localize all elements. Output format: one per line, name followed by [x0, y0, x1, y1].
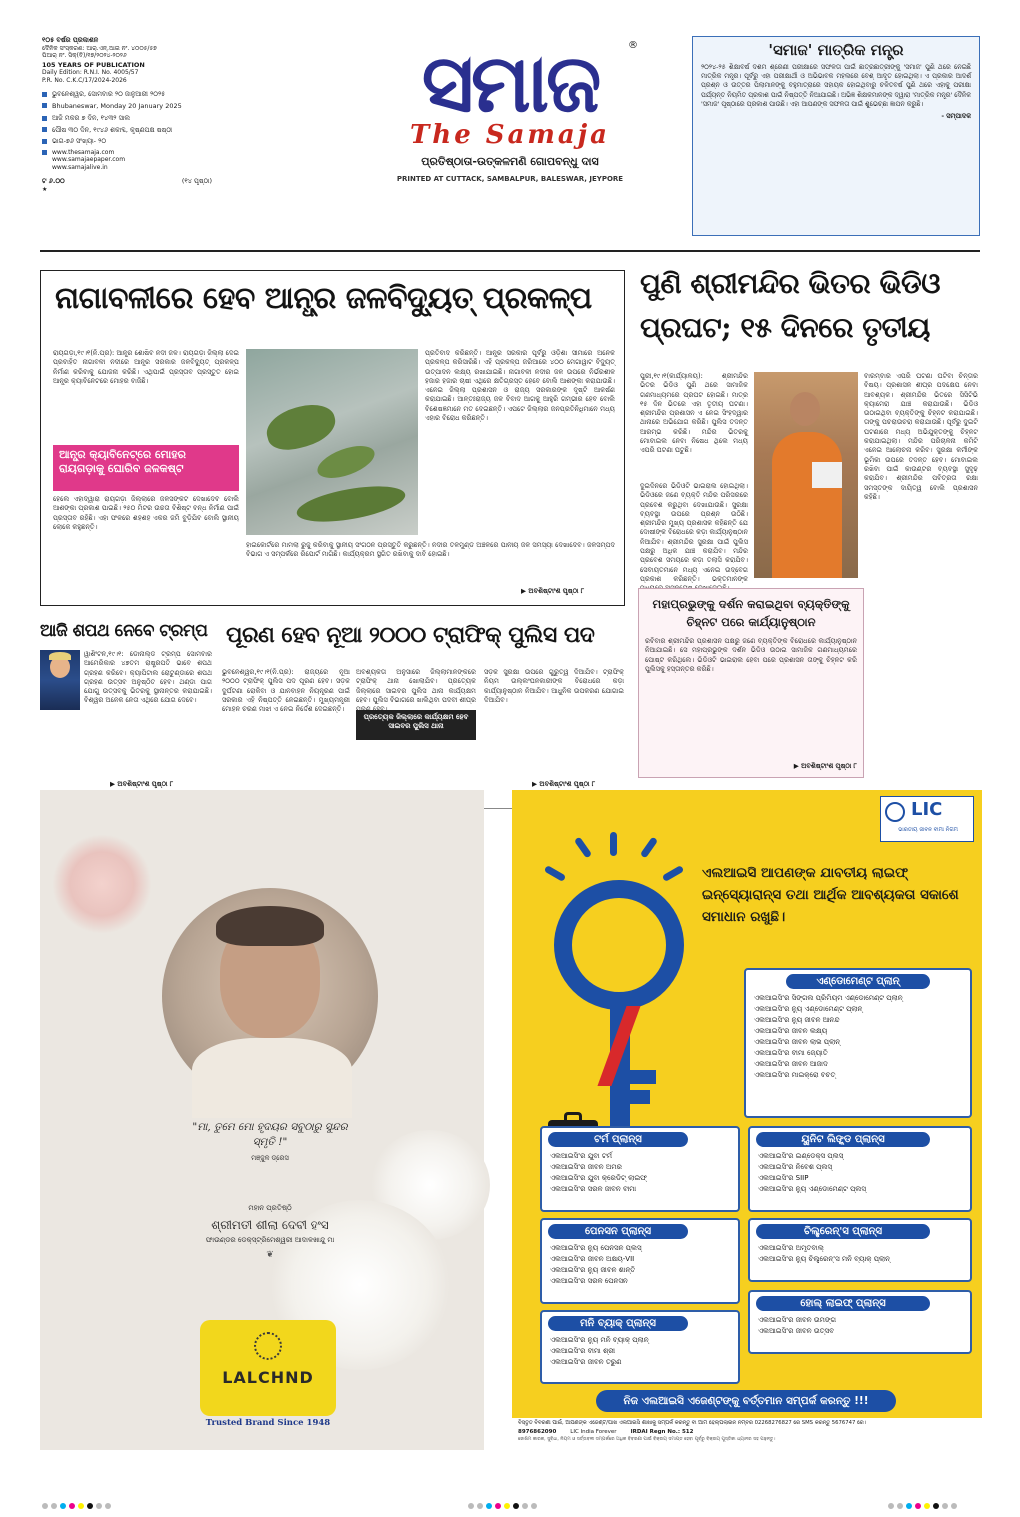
lic-footer — [512, 1418, 982, 1450]
river-photo — [246, 349, 418, 535]
phone-number[interactable]: 8976862090 — [518, 1429, 557, 1435]
story-subbox — [638, 588, 864, 778]
story-text: ଭୁବନେଶ୍ୱର,୧୯।୧(ନି.ପ୍ର): ରାଜ୍ୟରେ ନୂଆ ୨୦୦୦ ଟ୍ରାଫିକ୍ ପୁଲିସ ପଦ ପୂରଣ ହେବ। ସଡ଼କ ଦୁର୍ଘଟଣା ରୋକିବା ଓ ଯାନବାହନ ନିୟନ୍ତ୍ରଣ ପାଇଁ ସରକାର ଏହି ନିଷ୍ପତ୍ତି ନେଇଛନ୍ତି। ମୁଖ୍ୟମନ୍ତ୍ରୀ ମୋହନ ଚରଣ ମାଝୀ ଏ ନେଇ ନିର୍ଦ୍ଦେଶ ଦେଇଛନ୍ତି। — [222, 668, 350, 714]
plan-panel-children — [748, 1218, 972, 1282]
key-icon — [554, 880, 684, 1010]
plan-panel-pension — [540, 1218, 740, 1304]
lic-logo-text: LIC — [911, 799, 943, 820]
story-traffic — [222, 618, 628, 796]
meta-line: ଦୈନିକ ସଂସ୍କରଣ: ଆର୍.ଏନ୍.ଆଇ ନଂ. ୪୦୦୫/୫୭ — [42, 44, 157, 52]
plan-item: ଏଲଆଇସି'ର ନ୍ୟୁ ପେନସନ ପ୍ଲସ୍ — [550, 1244, 642, 1252]
bullet-icon — [42, 127, 47, 132]
registration-marks — [888, 1494, 960, 1513]
box-text: ରବିବାର ଶ୍ରୀମନ୍ଦିର ପ୍ରଶାସନ ପକ୍ଷରୁ ଜଣେ ବ୍ୟକ୍ତିଙ୍କ ବିରୋଧରେ କାର୍ଯ୍ୟାନୁଷ୍ଠାନ ନିଆଯାଇଛି। ସେ ମହାପ୍ରଭୁଙ୍କ ଦର୍ଶନ ଭିଡିଓ ଉଠାଇ ସାମାଜିକ ଗଣମାଧ୍ୟମରେ ପୋଷ୍ଟ କରିଥିଲେ। ଭିଡିଓଟି ଭାଇରାଲ ହେବା ପରେ ପ୍ରଶାସନ ତାଙ୍କୁ ଚିହ୍ନଟ କରି ପୁଲିସକୁ ହସ୍ତାନ୍ତର କରିଛି। — [645, 637, 857, 673]
plan-item: ଏଲଆଇସି'ର ଜୀବନ ଲକ୍ଷ୍ୟ — [754, 1027, 828, 1035]
logo — [380, 34, 640, 234]
logo-registered-icon: ® — [628, 40, 638, 51]
highlight-text: ଆନ୍ଧ୍ର କ୍ୟାବିନେଟ୍‌ରେ ମୋହର ରାୟଗଡ଼ାକୁ ଘୋରିବ ଜଳକଷ୍ଟ — [59, 448, 186, 475]
plan-item: ଏଲଆଇସି'ର ନ୍ୟୁ ଚିଲ୍ଡ୍ରେନ୍'ସ ମନି ବ୍ୟାକ୍ ପ୍ଲାନ୍ — [758, 1255, 890, 1263]
plan-item: ଏଲଆଇସି'ର ନ୍ୟୁ ଏଣ୍ଡୋମେଣ୍ଟ ପ୍ଲାନ୍ — [754, 1005, 863, 1013]
plan-title: ହୋଲ୍ ଲାଇଫ୍ ପ୍ଲାନ୍ସ — [756, 1296, 930, 1311]
irdai-label: IRDAI Regn No.: 512 — [630, 1429, 694, 1435]
star-icon: ★ — [42, 185, 48, 193]
continued-link[interactable]: ▶ ଅବଶିଷ୍ଟାଂଶ ପୃଷ୍ଠା ୮ — [793, 762, 857, 770]
story-text: ହେଲେ ଏହାଦ୍ୱାରା ରାୟଗଡ଼ା ଜିଲ୍ଲାରେ ଜଳସଙ୍କଟ ଦେଖାଦେବ ବୋଲି ଆଶଙ୍କା ପ୍ରକାଶ ପାଇଛି। ୨୫୦ ମିଟର ଉଚ୍ଚତା ବିଶିଷ୍ଟ ବନ୍ଧ ନିର୍ମାଣ ପାଇଁ ପ୍ରସ୍ତାବ ରହିଛି। ଏହା ଫଳରେ ଶହଶହ ଏକର ଜମି ବୁଡ଼ିଯିବ ବୋଲି ସ୍ଥାନୀୟ ଲୋକେ କହୁଛନ୍ତି। — [53, 495, 239, 531]
divider — [40, 250, 980, 252]
rose-decoration — [52, 834, 152, 934]
plan-title: ପେନସନ ପ୍ଲାନ୍ସ — [548, 1224, 688, 1239]
plan-item: ଏଲଆଇସି'ର ଯୁବା ଟର୍ମ — [550, 1152, 612, 1160]
story-text: ସଡ଼କ ସୁରକ୍ଷା ଉପରେ ଗୁରୁତ୍ୱ ଦିଆଯିବ। ଟ୍ରାଫିକ୍ ନିୟମ ଉଲ୍ଲଂଘନକାରୀଙ୍କ ବିରୋଧରେ କଡ଼ା କାର୍ଯ୍ୟାନୁଷ୍ଠାନ ନିଆଯିବ। ଆଧୁନିକ ଉପକରଣ ଯୋଗାଇ ଦିଆଯିବ। — [484, 668, 624, 704]
website-link[interactable]: www.samajalive.in — [52, 163, 108, 171]
plan-item: ଏଲଆଇସି'ର ଜୀବନ ଉତ୍ସବ — [758, 1327, 834, 1335]
tribute-intro: ମହାନ ପ୍ରତିଷ୍ଠି — [248, 1204, 292, 1212]
story-text: ଅବଶ୍ୟକତା ଅନୁସାରେ ଜିଲ୍ଲାମାନଙ୍କରେ ଟ୍ରାଫିକ୍ ଥାନା ଖୋଲାଯିବ। ପ୍ରତ୍ୟେକ ଜିଲ୍ଲାରେ ସାଇବର ପୁଲିସ ଥାନା କାର୍ଯ୍ୟକ୍ଷମ ହେବ। ପୁଲିସ ବିଭାଗରେ ଖାଲିଥିବା ପଦବୀ ଶୀଘ୍ର ପୂରଣ ହେବ। — [356, 668, 476, 714]
lic-ad — [512, 790, 982, 1450]
pages-label: (୧୪ ପୃଷ୍ଠା) — [181, 177, 212, 185]
mantra-title: 'ସମାଜ' ମାତ୍ରିକ ମନ୍ତ୍ର — [768, 41, 904, 59]
bullet-icon — [42, 116, 47, 121]
info-line: ଭାଗ-୭୬ ସଂଖ୍ୟା- ୨୦ — [52, 137, 107, 145]
priest-photo — [754, 372, 858, 578]
plan-item: ଏଲଆଇସି'ର ଜୀବନ ଆଜାଦ — [754, 1060, 828, 1068]
lic-heading: ଏଲଆଇସି ଆପଣଙ୍କ ଯାବତୀୟ ଲାଇଫ୍ ଇନ୍ସ୍ୟୋରାନ୍ସ ତଥା ଆର୍ଥିକ ଆବଶ୍ୟକତା ସକାଶେ ସମାଧାନ ରଖୁଛି। — [702, 865, 959, 925]
website-link[interactable]: www.thesamaja.com — [52, 148, 115, 156]
story-text: ପ୍ରତିବାଦ କରିଛନ୍ତି। ଆନ୍ଧ୍ର ସରକାର ପୂର୍ବରୁ ଓଡ଼ିଶା ସୀମାରେ ଅନେକ ପ୍ରକଳ୍ପ କରିସାରିଛି। ଏହି ପ୍ରକଳ୍ପ ଜରିଆରେ ୪୦୦ ମେଗାୱାଟ ବିଦ୍ୟୁତ୍ ଉତ୍ପାଦନ ଲକ୍ଷ୍ୟ ରଖାଯାଇଛି। ନାଗାବଳୀ ନଦୀର ଜଳ ଉପରେ ନିର୍ଭରଶୀଳ ହଜାର ହଜାର ଚାଷୀ ଏଥିରେ କ୍ଷତିଗ୍ରସ୍ତ ହେବେ ବୋଲି ଆଶଙ୍କା କରାଯାଉଛି। ଏନେଇ ଜିଲ୍ଲା ପ୍ରଶାସନ ଓ ରାଜ୍ୟ ସରକାରଙ୍କ ଦୃଷ୍ଟି ଆକର୍ଷଣ କରାଯାଇଛି। ଆନ୍ତଃରାଜ୍ୟ ଜଳ ବିବାଦ ଆଗକୁ ଆହୁରି ଗମ୍ଭୀର ହେବ ବୋଲି ବିଶେଷଜ୍ଞମାନେ ମତ ଦେଇଛନ୍ତି। ଏପଟେ ଜିଲ୍ଲାର ଜନପ୍ରତିନିଧିମାନେ ମଧ୍ୟ ଏହାର ବିରୋଧ କରିଛନ୍ତି। — [425, 349, 615, 423]
plan-list — [746, 989, 970, 1085]
bullet-icon — [42, 139, 47, 144]
plan-title: ମନି ବ୍ୟାକ୍ ପ୍ଲାନ୍ସ — [548, 1316, 688, 1331]
plan-item: ଏଲଆଇସି'ର ଜୀବନ ତରୁଣ — [550, 1358, 622, 1366]
story-text: ହାଇକୋର୍ଟରେ ମାମଲା ରୁଜୁ କରିବାକୁ ସ୍ଥାନୀୟ ସଂଗଠନ ପ୍ରସ୍ତୁତି କରୁଛନ୍ତି। ନଦୀର ତଳମୁଣ୍ଡ ଅଞ୍ଚଳରେ ପାନୀୟ ଜଳ ସମସ୍ୟା ଦେଖାଦେବ। ଜଳସମ୍ପଦ ବିଭାଗ ଏ ସମ୍ପର୍କରେ ରିପୋର୍ଟ ମାଗିଛି। କାର୍ଯ୍ୟକ୍ରମ ସ୍ଥଗିତ ରଖିବାକୁ ଦାବି ହୋଇଛି। — [246, 541, 615, 559]
mantra-text: ୨୦୨୪-୨୫ ଶିକ୍ଷାବର୍ଷ ଦଶମ ଶ୍ରେଣୀ ପରୀକ୍ଷାରେ ସଫଳତା ପାଇଁ ଛାତ୍ରଛାତ୍ରୀଙ୍କୁ 'ସମାଜ' ପୁଣି ଥରେ ନେଇଛି ମାତ୍ରିକ ମନ୍ତ୍ର। ପୂର୍ବରୁ ଏହା ପରୀକ୍ଷାର୍ଥୀ ଓ ଅଭିଭାବକ ମହଲରେ ବେଶ୍ ଆଦୃତ ହୋଇଥିଲା। ଏ ପ୍ରକାର ଆଦର୍ଶ ପ୍ରଶ୍ନ ଓ ଉତ୍ତର ପିଲାମାନଙ୍କୁ ବହୁମାତ୍ରାରେ ସହାୟକ ହୋଇଥିବାରୁ ଚଳିତବର୍ଷ ପୁଣି ଥରେ ଏହାକୁ ପରୀକ୍ଷା ପର୍ଯ୍ୟନ୍ତ ନିୟମିତ ପ୍ରକାଶ ପାଇଁ ନିଷ୍ପତ୍ତି ନିଆଯାଇଛି। ଅଭିଜ୍ଞ ଶିକ୍ଷକମାନଙ୍କ ଦ୍ୱାରା 'ମାତ୍ରିକ ମନ୍ତ୍ର' ଦୈନିକ 'ସମାଜ' ପୃଷ୍ଠାରେ ପ୍ରକାଶ ପାଉଛି। ଏହା ଆପଣଙ୍କ ସଫଳତା ପାଇଁ ଶୁଭେଚ୍ଛା ଜ୍ଞାପନ କରୁଛି। — [701, 63, 971, 108]
subhead-text: ପ୍ରତ୍ୟେକ ଜିଲ୍ଲାରେ କାର୍ଯ୍ୟକ୍ଷମ ହେବ ସାଇବର ପୁଲିସ ଥାନା — [363, 713, 469, 730]
pr-label: P.R. No. C.K.C/17/2024-2026 — [42, 76, 127, 84]
brand-name: LALCHND — [222, 1368, 314, 1387]
continued-link[interactable]: ▶ ଅବଶିଷ୍ଟାଂଶ ପୃଷ୍ଠା ୮ — [110, 780, 174, 788]
meta-line: ୧୦୫ ବର୍ଷର ପ୍ରକାଶନ — [42, 36, 99, 44]
plan-panel-ulip — [748, 1126, 972, 1212]
plan-title: ୟୁନିଟ ଲିଙ୍କ୍ଡ ପ୍ଲାନ୍ସ — [756, 1132, 930, 1147]
lalchnd-logo — [200, 1320, 336, 1416]
plan-item: ଏଲଆଇସି'ର ଜୀବନ ଅମର — [550, 1163, 622, 1171]
lic-logo-sub: ଭାରତୀୟ ଜୀବନ ବୀମା ନିଗମ — [898, 827, 958, 833]
bullet-icon — [42, 150, 47, 155]
plan-panel-endowment — [744, 968, 972, 1118]
cta-banner[interactable]: ନିଜ ଏଲଆଇସି ଏଜେଣ୍ଟଙ୍କୁ ବର୍ତ୍ତମାନ ସମ୍ପର୍କ କରନ୍ତୁ !!! — [596, 1390, 896, 1412]
registration-marks — [42, 1494, 114, 1513]
key-tooth — [630, 1090, 650, 1104]
plan-item: ଏଲଆଇସି'ର ସରଳ ଜୀବନ ବୀମା — [550, 1185, 637, 1193]
lic-emblem-icon — [885, 802, 905, 822]
plan-item: ଏଲଆଇସି'ର ସିଙ୍ଗଲ ପ୍ରିମିୟମ ଏଣ୍ଡୋମେଣ୍ଟ ପ୍ଲାନ୍ — [754, 994, 903, 1002]
meta-line: ପିଆର୍ ନଂ. ସିକ୍(ବି)/୧୭/୨୦୨୪-୨୦୨୬ — [42, 52, 127, 59]
story-text: ଦୁଇଦିନରେ ଭିଡିଓଟି ଭାଇରାଲ ହୋଇଥିଲା। ଭିଡିଓରେ ଜଣେ ବ୍ୟକ୍ତି ମନ୍ଦିର ପରିସରରେ ପ୍ରବେଶ କରୁଥିବା ଦେଖାଯାଉଛି। ସୁରକ୍ଷା ବ୍ୟବସ୍ଥା ଉପରେ ପ୍ରଶ୍ନ ଉଠିଛି। ଶ୍ରୀମନ୍ଦିର ମୁଖ୍ୟ ପ୍ରଶାସକ କହିଛନ୍ତି ଯେ ଦୋଷୀଙ୍କ ବିରୋଧରେ କଡ଼ା କାର୍ଯ୍ୟାନୁଷ୍ଠାନ ନିଆଯିବ। ଶ୍ରୀମନ୍ଦିର ସୁରକ୍ଷା ପାଇଁ ପୁଲିସ ପକ୍ଷରୁ ଅଧିକ ଯାଞ୍ଚ କରାଯିବ। ମନ୍ଦିର ପ୍ରବେଶ ସମୟରେ କଡ଼ା ତଲାସି କରାଯିବ। ସେବାୟତମାନେ ମଧ୍ୟ ଏନେଇ ଉଦ୍‌ବେଗ ପ୍ରକାଶ କରିଛନ୍ତି। ଭକ୍ତମାନଙ୍କ — [640, 482, 748, 583]
trump-photo — [40, 650, 80, 710]
key-tooth — [630, 1070, 656, 1084]
mantra-box — [692, 36, 980, 236]
plan-item: ଏଲଆଇସି'ର ବୀମା ଜ୍ୟୋତି — [754, 1049, 828, 1057]
subhead-box — [356, 710, 476, 740]
plan-list — [542, 1239, 738, 1291]
plan-item: ଏଲଆଇସି'ର ଅମୃତବାଲ୍ — [758, 1244, 824, 1252]
info-line: ପୌଷ ୩୦ ଦିନ, ୧୯୪୬ ଶକାବ୍ଦ, କୃଷ୍ଣପକ୍ଷ ଷଷ୍ଠୀ — [52, 125, 173, 134]
plan-item: ଏଲଆଇସି'ର ଜୀବନ ଲାଭ ପ୍ଲାନ୍ — [754, 1038, 841, 1046]
years-label: 105 YEARS OF PUBLICATION — [42, 60, 145, 69]
footer-disclaimer: ଜୋଖିମ କାରକ, ସୁବିଧା, ନିୟମ ଓ ସର୍ତ୍ତାବଳୀ ସମ୍ପର୍କରେ ଅଧିକ ବିବରଣୀ ପାଇଁ ବିକ୍ରୟ ସମାପ୍ତ ହେବା ପୂର୍ବରୁ ବିକ୍ରୟ ପୁସ୍ତିକା ଧ୍ୟାନର ସହ ପଢ଼ନ୍ତୁ। — [518, 1437, 776, 1442]
story-nagabali — [40, 270, 625, 606]
tribute-quote: "ମା, ତୁମେ ମୋ ହୃଦୟର ସବୁଠାରୁ ସୁନ୍ଦର ସ୍ମୃତି !" — [192, 1121, 348, 1148]
plan-item: ଏଲଆଇସି'ର ନ୍ୟୁ ଏଣ୍ଡୋମେଣ୍ଟ ପ୍ଲସ୍ — [758, 1185, 866, 1193]
price-label: ଟ ୬.୦୦ — [42, 177, 65, 185]
date-odia: ଭୁବନେଶ୍ୱର, ସୋମବାର ୨୦ ଜାନୁଆରୀ ୨୦୨୫ — [52, 90, 166, 98]
plan-item: ଏଲଆଇସି'ର ମାଇକ୍ରୋ ବଚତ୍ — [754, 1071, 836, 1079]
plan-panel-moneyback — [540, 1310, 740, 1384]
story-headline[interactable]: ପୁଣି ଶ୍ରୀମନ୍ଦିର ଭିତର ଭିଡିଓ ପ୍ରଘଟ; ୧୫ ଦିନରେ ତୃତୀୟ — [640, 267, 941, 344]
info-line: ଆଜି ମକର ୭ ଦିନ, ୧୪୩୨ ସାଲ — [52, 114, 130, 122]
masthead-left — [42, 36, 227, 193]
story-headline[interactable]: ନାଗାବଳୀରେ ହେବ ଆନ୍ଧ୍ର ଜଳବିଦ୍ୟୁତ୍ ପ୍ରକଳ୍ପ — [55, 281, 592, 316]
plan-item: ଏଲଆଇସି'ର SIIP — [758, 1174, 809, 1182]
plan-title: ଟର୍ମ ପ୍ଲାନ୍ସ — [548, 1132, 688, 1147]
plan-list — [750, 1311, 970, 1341]
plan-title: ଏଣ୍ଡୋମେଣ୍ଟ ପ୍ଲାନ୍ — [786, 974, 930, 989]
logo-odia: ସମାଜ — [421, 37, 599, 130]
registration-marks — [468, 1494, 540, 1513]
plan-list — [542, 1331, 738, 1372]
logo-english: The Samaja — [409, 120, 611, 150]
continued-link[interactable]: ▶ ଅବଶିଷ୍ଟାଂଶ ପୃଷ୍ଠା ୮ — [532, 780, 596, 788]
printed-at: PRINTED AT CUTTACK, SAMBALPUR, BALESWAR, JEYPORE — [396, 175, 624, 183]
plan-item: ଏଲଆଇସି'ର ନ୍ୟୁ ମନି ବ୍ୟାକ୍ ପ୍ଲାନ୍ — [550, 1336, 649, 1344]
plan-item: ଏଲଆଇସି'ର ନିବେଶ ପ୍ଲସ୍ — [758, 1163, 833, 1171]
story-text: ପୁରୀ,୧୯।୧(କାର୍ଯ୍ୟାଳୟ): ଶ୍ରୀମନ୍ଦିର ଭିତର ଭିଡିଓ ପୁଣି ଥରେ ସାମାଜିକ ଗଣମାଧ୍ୟମରେ ପ୍ରଘଟ ହୋଇଛି। ମାତ୍ର ୧୫ ଦିନ ଭିତରେ ଏହା ତୃତୀୟ ଘଟଣା। ଶ୍ରୀମନ୍ଦିର ପ୍ରଶାସନ ଏ ନେଇ ସିଂହଦ୍ୱାର ଥାନାରେ ଅଭିଯୋଗ କରିଛି। ପୁଲିସ ତଦନ୍ତ ଆରମ୍ଭ କରିଛି। ମନ୍ଦିର ଭିତରକୁ ମୋବାଇଲ ନେବା ନିଷେଧ ଥିଲେ ମଧ୍ୟ ଏପରି ଘଟଣା ଘଟୁଛି। — [640, 372, 748, 455]
quote-by: ମଞ୍ଜୁଳ ଡ୍ରେସ — [251, 1154, 289, 1162]
website-link[interactable]: www.samajaepaper.com — [52, 156, 126, 163]
plan-item: ଏଲଆଇସି'ର ବୀମା ଶ୍ରୀ — [550, 1347, 616, 1355]
story-text: ରାୟଗଡ଼ା,୧୯।୧(ନି.ପ୍ର): ଆନ୍ଧ୍ର ଶୋଷିବ ନଦୀ ଜଳ। ରାୟଗଡ଼ା ଜିଲ୍ଲା ଦେଇ ପ୍ରବାହିତ ନାଗାବଳୀ ନଦୀରେ ଆନ୍ଧ୍ର ସରକାର ଜଳବିଦ୍ୟୁତ୍ ପ୍ରକଳ୍ପ ନିର୍ମାଣ କରିବାକୁ ଯୋଜନା କରିଛି। ଏଥିପାଇଁ ପ୍ରସ୍ତାବ ପ୍ରସ୍ତୁତ ହୋଇ ଆନ୍ଧ୍ର କ୍ୟାବିନେଟରେ ମୋହର ବାଜିଛି। — [53, 349, 239, 385]
tagline: ପ୍ରତିଷ୍ଠାତା-ଉତ୍କଳମଣି ଗୋପବନ୍ଧୁ ଦାସ — [421, 155, 599, 168]
tribute-ad — [40, 790, 484, 1450]
story-headline[interactable]: ପୂରଣ ହେବ ନୂଆ ୨୦୦୦ ଟ୍ରାଫିକ୍ ପୁଲିସ ପଦ — [226, 622, 595, 648]
social-icons[interactable]: LIC India Forever — [570, 1429, 617, 1435]
portrait-photo — [162, 888, 378, 1104]
plan-item: ଏଲଆଇସି'ର ଜୀବନ ଅକ୍ଷୟ-VII — [550, 1255, 635, 1263]
plan-list — [542, 1147, 738, 1199]
plan-list — [750, 1147, 970, 1199]
edition-label: Daily Edition: R.N.I. No. 4005/57 — [42, 69, 139, 76]
plan-item: ଏଲଆଇସି'ର ଜୀବନ ଉମଙ୍ଗ — [758, 1316, 837, 1324]
bullet-icon — [42, 92, 47, 97]
plan-panel-wholelife — [748, 1290, 972, 1354]
story-headline[interactable]: ଆଜି ଶପଥ ନେବେ ଟ୍ରମ୍ପ — [40, 621, 208, 641]
lic-logo — [880, 796, 974, 842]
box-title: ମହାପ୍ରଭୁଙ୍କୁ ଦର୍ଶନ କରାଇଥିବା ବ୍ୟକ୍ତିଙ୍କୁ ଚିହ୍ନଟ ପରେ କାର୍ଯ୍ୟାନୁଷ୍ଠାନ — [652, 597, 850, 629]
footer-text: ବିସ୍ତୃତ ବିବରଣୀ ପାଇଁ, ଆପଣଙ୍କ ଏଜେଣ୍ଟ/ପାଖ ଏଲଆଇସି ଶାଖାକୁ ସମ୍ପର୍କ କରନ୍ତୁ ବା ଆମ ହେଲ୍ପଲାଇନ ନମ୍ବର 02268276827 ରେ SMS କରନ୍ତୁ 5676747 ରେ। — [518, 1420, 867, 1426]
plan-item: ଏଲଆଇସି'ର ଇଣ୍ଡେକ୍ସ ପ୍ଲସ୍ — [758, 1152, 844, 1160]
highlight-box — [53, 445, 239, 491]
plan-item: ଏଲଆଇସି'ର ନ୍ୟୁ ଜୀବନ ଆନନ୍ଦ — [754, 1016, 840, 1024]
mantra-sign: - ସମ୍ପାଦକ — [941, 112, 971, 121]
plan-title: ଚିଲ୍ଡ୍ରେନ୍'ସ ପ୍ଲାନ୍ସ — [756, 1224, 930, 1239]
story-text: ବାରମ୍ବାର ଏପରି ଘଟଣା ଘଟିବା ଚିନ୍ତାର ବିଷୟ। ପ୍ରଶାସନ ଶୀଘ୍ର ପଦକ୍ଷେପ ନେବା ଆବଶ୍ୟକ। ଶ୍ରୀମନ୍ଦିର ଭିତରେ ସିସିଟିଭି କ୍ୟାମେରା ଯାଞ୍ଚ କରାଯାଉଛି। ଭିଡିଓ ଉଠାଇଥିବା ବ୍ୟକ୍ତିଙ୍କୁ ଚିହ୍ନଟ କରାଯାଇଛି। ତାଙ୍କୁ ପଚରାଉଚରା କରାଯାଉଛି। ପୂର୍ବରୁ ଦୁଇଟି ଘଟଣାରେ ମଧ୍ୟ ଅଭିଯୁକ୍ତଙ୍କୁ ଚିହ୍ନଟ କରାଯାଇଥିଲା। ମନ୍ଦିର ପରିଚାଳନା କମିଟି ଏନେଇ ଆଲୋଚନା କରିବ। ସୁରକ୍ଷା କର୍ମୀଙ୍କ ଭୂମିକା ଉପରେ ତଦନ୍ତ ହେବ। ମୋବାଇଲ ରଖିବା ପାଇଁ କାଉଣ୍ଟର ବ୍ୟବସ୍ଥା ସୁଦୃଢ଼ କରାଯିବ। ଶ୍ରୀମନ୍ଦିର ପବିତ୍ରତା ରକ୍ଷା ସମସ୍ତଙ୍କ ଦାୟିତ୍ୱ ବୋଲି ପ୍ରଶାସନ କହିଛି। — [864, 372, 978, 501]
plan-panel-term — [540, 1126, 740, 1212]
tribute-name: ଶ୍ରୀମତୀ ଶୀଲା ଦେବୀ ହଂସ — [211, 1218, 329, 1232]
plan-item: ଏଲଆଇସି'ର ଯୁବା କ୍ରେଡିଟ୍ ଲାଇଫ୍ — [550, 1174, 647, 1182]
mandala-icon — [254, 1332, 282, 1360]
date-en: Bhubaneswar, Monday 20 January 2025 — [52, 101, 182, 110]
ornament-icon: ❦ — [266, 1250, 274, 1260]
bullet-icon — [42, 103, 47, 108]
brand-sub: Trusted Brand Since 1948 — [205, 1418, 331, 1428]
plan-item: ଏଲଆଇସି'ର ନ୍ୟୁ ଜୀବନ ଶାନ୍ତି — [550, 1266, 636, 1274]
continued-link[interactable]: ▶ ଅବଶିଷ୍ଟାଂଶ ପୃଷ୍ଠା ୮ — [521, 587, 585, 595]
plan-item: ଏଲଆଇସି'ର ସରଳ ପେନସନ — [550, 1277, 628, 1285]
story-trump — [40, 618, 212, 796]
story-text: ୱାଶିଂଟନ,୧୯।୧: ଡୋନାଲ୍ଡ ଟ୍ରମ୍ପ ସୋମବାର ଆମେରିକାର ୪୭ତମ ରାଷ୍ଟ୍ରପତି ଭାବେ ଶପଥ ଗ୍ରହଣ କରିବେ। କ୍ୟାପିଟାଲ ରୋଟୁଣ୍ଡାରେ ଶପଥ ଗ୍ରହଣ ଉତ୍ସବ ଅନୁଷ୍ଠିତ ହେବ। ଥଣ୍ଡା ପାଗ ଯୋଗୁ ଉତ୍ସବକୁ ଭିତରକୁ ସ୍ଥାନାନ୍ତର କରାଯାଇଛି। ବିଶ୍ୱର ଅନେକ ନେତା ଏଥିରେ ଯୋଗ ଦେବେ। — [84, 650, 212, 705]
plan-list — [750, 1239, 970, 1269]
tribute-role: ଫାଉଣ୍ଡର ଡେକ୍ସ୍‌ଟ୍ରିମେଶ୍ୱରୀ ଆଦାଳଖାନ୍ଦୁ ମା — [205, 1236, 335, 1244]
